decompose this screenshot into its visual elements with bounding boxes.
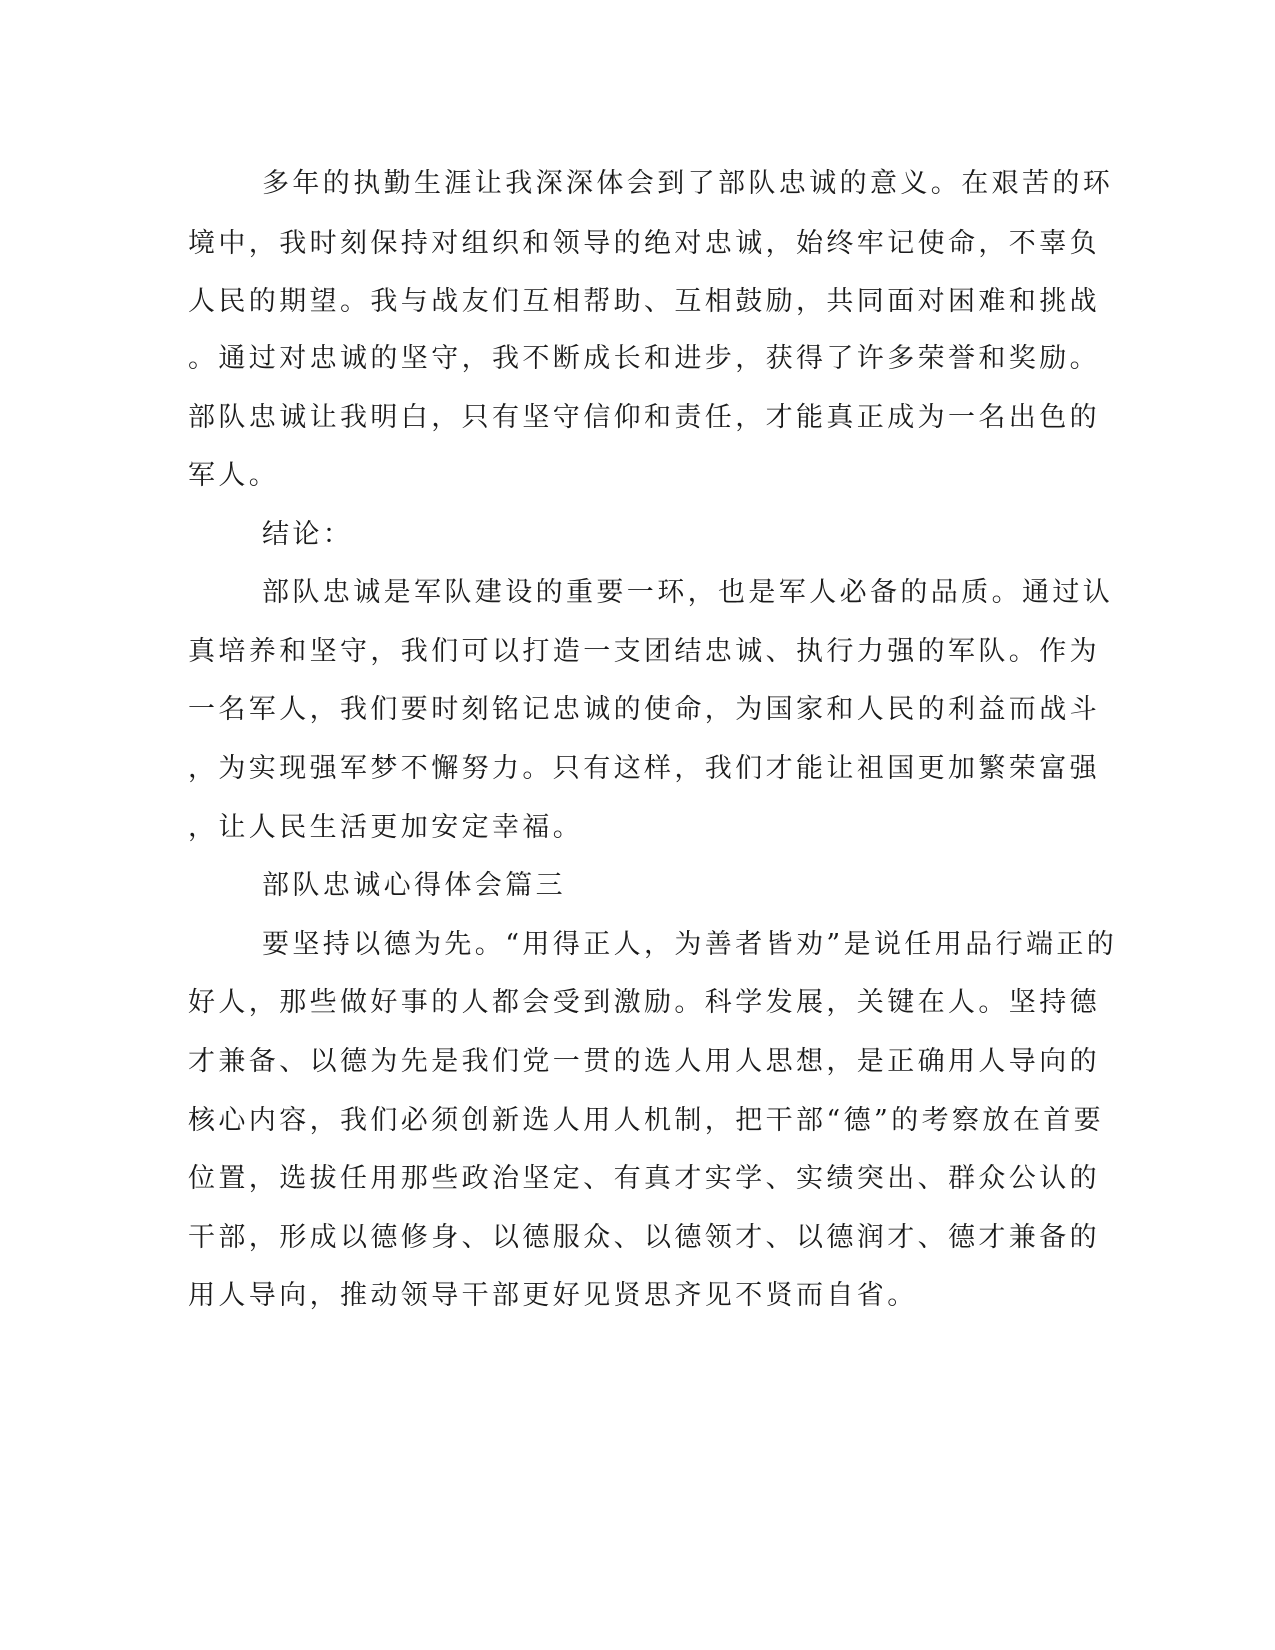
paragraph-1-line-3: 人民的期望。我与战友们互相帮助、互相鼓励，共同面对困难和挑战 bbox=[188, 286, 1100, 317]
paragraph-2-line-1: 部队忠诚是军队建设的重要一环，也是军人必备的品质。通过认 bbox=[262, 577, 1114, 608]
paragraph-3-line-7: 用人导向，推动领导干部更好见贤思齐见不贤而自省。 bbox=[188, 1280, 918, 1311]
paragraph-3-line-3: 才兼备、以德为先是我们党一贯的选人用人思想，是正确用人导向的 bbox=[188, 1046, 1100, 1077]
paragraph-3-line-4: 核心内容，我们必须创新选人用人机制，把干部“德”的考察放在首要 bbox=[188, 1105, 1105, 1136]
paragraph-2-line-2: 真培养和坚守，我们可以打造一支团结忠诚、执行力强的军队。作为 bbox=[188, 636, 1100, 667]
section-heading: 部队忠诚心得体会篇三 bbox=[262, 870, 566, 901]
paragraph-1-line-4: 。通过对忠诚的坚守，我不断成长和进步，获得了许多荣誉和奖励。 bbox=[188, 343, 1100, 374]
paragraph-3-line-5: 位置，选拔任用那些政治坚定、有真才实学、实绩突出、群众公认的 bbox=[188, 1163, 1100, 1194]
conclusion-heading: 结论： bbox=[262, 519, 354, 550]
paragraph-3-line-1: 要坚持以德为先。“用得正人，为善者皆劝”是说任用品行端正的 bbox=[262, 929, 1118, 960]
paragraph-1-line-1: 多年的执勤生涯让我深深体会到了部队忠诚的意义。在艰苦的环 bbox=[262, 168, 1114, 199]
paragraph-1-line-2: 境中，我时刻保持对组织和领导的绝对忠诚，始终牢记使命，不辜负 bbox=[188, 228, 1100, 259]
paragraph-2-line-3: 一名军人，我们要时刻铭记忠诚的使命，为国家和人民的利益而战斗 bbox=[188, 694, 1100, 725]
paragraph-2-line-4: ，为实现强军梦不懈努力。只有这样，我们才能让祖国更加繁荣富强 bbox=[188, 753, 1100, 784]
paragraph-2-line-5: ，让人民生活更加安定幸福。 bbox=[188, 812, 584, 843]
paragraph-1-line-6: 军人。 bbox=[188, 460, 280, 491]
paragraph-3-line-2: 好人，那些做好事的人都会受到激励。科学发展，关键在人。坚持德 bbox=[188, 987, 1100, 1018]
paragraph-3-line-6: 干部，形成以德修身、以德服众、以德领才、以德润才、德才兼备的 bbox=[188, 1222, 1100, 1253]
paragraph-1-line-5: 部队忠诚让我明白，只有坚守信仰和责任，才能真正成为一名出色的 bbox=[188, 402, 1100, 433]
